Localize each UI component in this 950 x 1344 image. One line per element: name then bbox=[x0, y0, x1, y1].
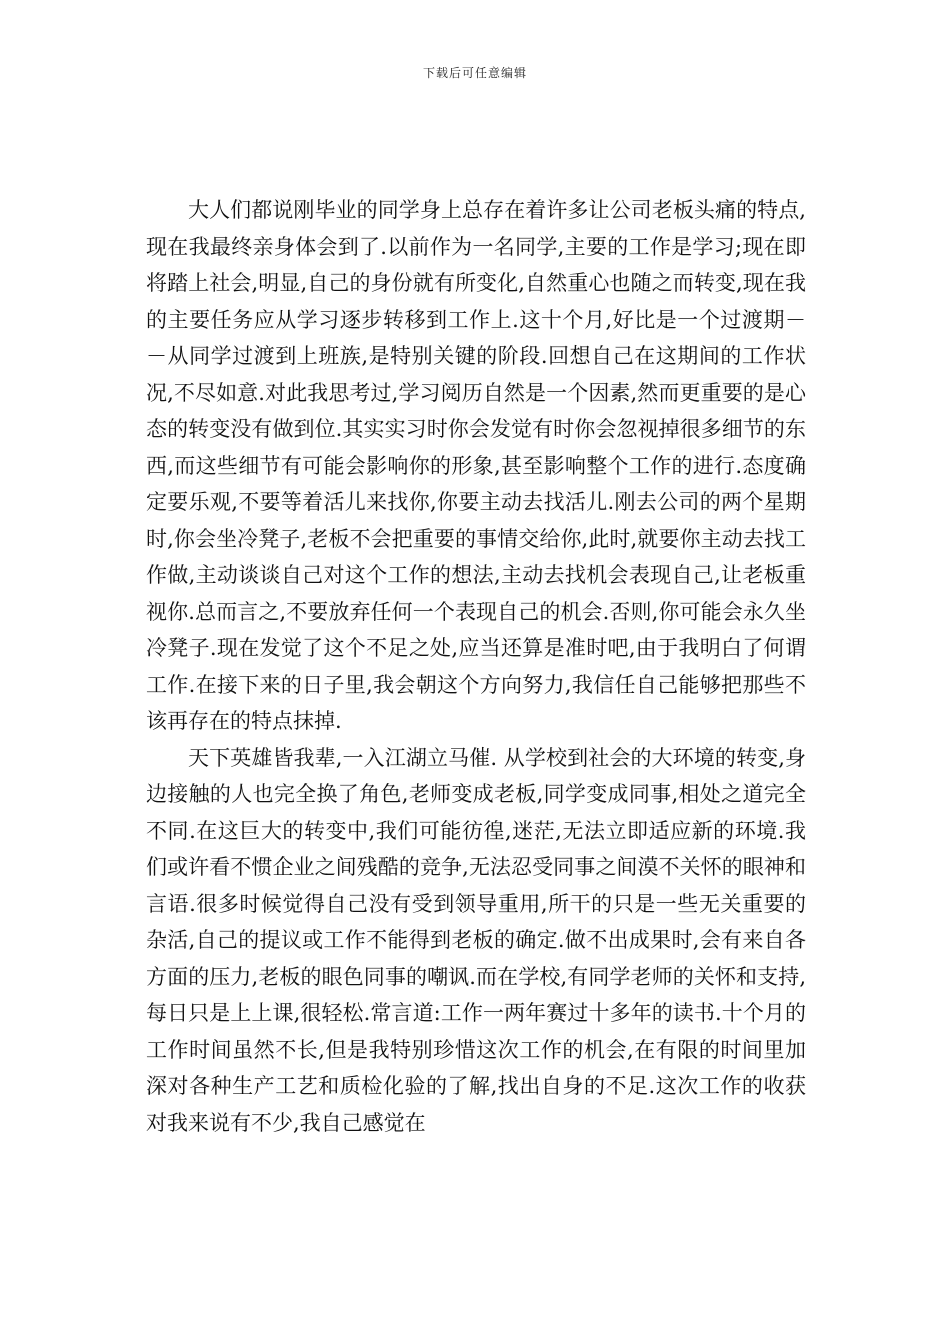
paragraph-1: 大人们都说刚毕业的同学身上总存在着许多让公司老板头痛的特点,现在我最终亲身体会到了.以前作为一名同学,主要的工作是学习;现在即将踏上社会,明显,自己的身份就有所变化,自然重心也随之而转变,现在我的主要任务应从学习逐步转移到工作上.这十个月,好比是一个过渡期－－从同学过渡到上班族,是特别关键的阶段.回想自己在这期间的工作状况,不尽如意.对此我思考过,学习阅历自然是一个因素,然而更重要的是心态的转变没有做到位.其实实习时你会发觉有时你会忽视掉很多细节的东西,而这些细节有可能会影响你的形象,甚至影响整个工作的进行.态度确定要乐观,不要等着活儿来找你,你要主动去找活儿.刚去公司的两个星期时,你会坐冷凳子,老板不会把重要的事情交给你,此时,就要你主动去找工作做,主动谈谈自己对这个工作的想法,主动去找机会表现自己,让老板重视你.总而言之,不要放弃任何一个表现自己的机会.否则,你可能会永久坐冷凳子.现在发觉了这个不足之处,应当还算是准时吧,由于我明白了何谓工作.在接下来的日子里,我会朝这个方向努力,我信任自己能够把那些不该再存在的特点抹掉. bbox=[146, 198, 806, 733]
paragraph-2: 天下英雄皆我辈,一入江湖立马催. 从学校到社会的大环境的转变,身边接触的人也完全换了角色,老师变成老板,同学变成同事,相处之道完全不同.在这巨大的转变中,我们可能彷徨,迷茫,无法立即适应新的环境.我们或许看不惯企业之间残酷的竞争,无法忍受同事之间漠不关怀的眼神和言语.很多时候觉得自己没有受到领导重用,所干的只是一些无关重要的杂活,自己的提议或工作不能得到老板的确定.做不出成果时,会有来自各方面的压力,老板的眼色同事的嘲讽.而在学校,有同学老师的关怀和支持,每日只是上上课,很轻松.常言道:工作一两年赛过十多年的读书.十个月的工作时间虽然不长,但是我特别珍惜这次工作的机会,在有限的时间里加深对各种生产工艺和质检化验的了解,找出自身的不足.这次工作的收获对我来说有不少,我自己感觉在 bbox=[146, 745, 806, 1135]
document-body bbox=[146, 192, 806, 1141]
page-header: 下载后可任意编辑 bbox=[422, 66, 527, 80]
